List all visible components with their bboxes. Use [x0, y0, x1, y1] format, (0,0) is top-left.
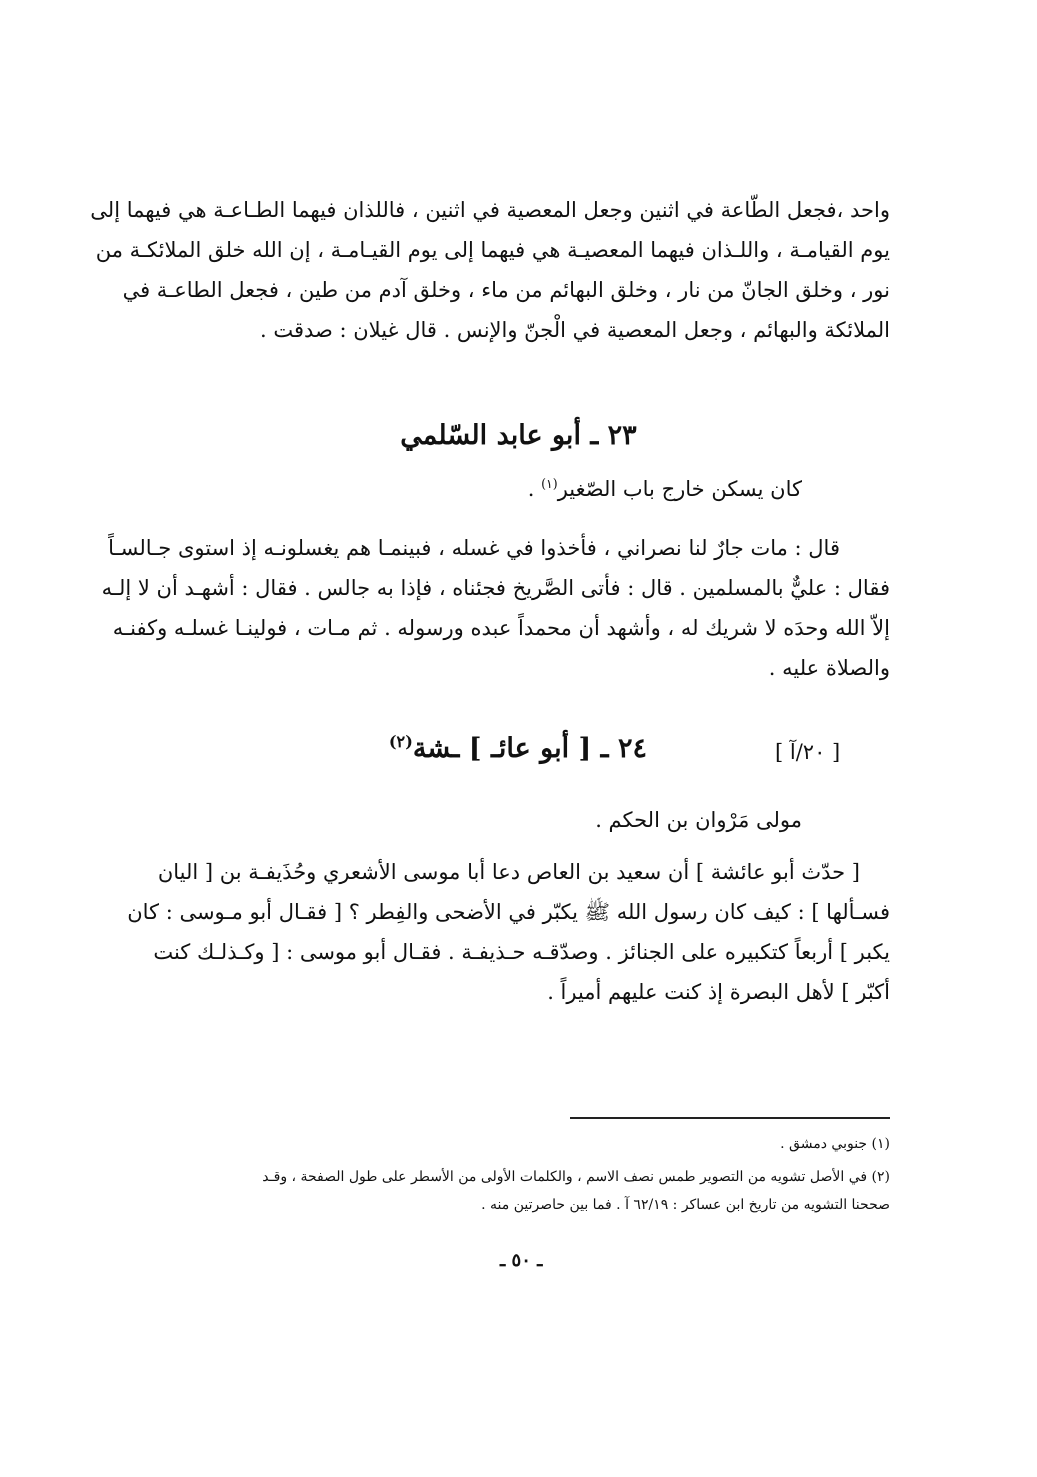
- text-line: يكبر ] أربعاً كتكبيره على الجنائز . وصدّقـه حـذيفـة . فقـال أبو موسى : [ وكـذلـك كنت: [153, 940, 890, 964]
- text-line: فقال : عليٌّ بالمسلمين . قال : فأتى الصَّريخ فجئناه ، فإذا به جالس . فقال : أشهـد أن لا إلـه: [101, 576, 890, 600]
- section-24-heading: [389, 732, 647, 764]
- text-line: إلاّ الله وحدَه لا شريك له ، وأشهد أن محمداً عبده ورسوله . ثم مـات ، فولينـا غسلـه وكفنـه: [112, 616, 890, 640]
- folio-reference: [ ٢٠/آ ]: [775, 740, 841, 764]
- section-24-intro: مولى مَرْوان بن الحكم .: [595, 808, 802, 832]
- section-24-paragraph: [127, 852, 890, 1012]
- footnote-ref-2: (٢): [388, 732, 413, 751]
- intro-text: كان يسكن خارج باب الصّغير: [557, 477, 802, 501]
- text-line: والصلاة عليه .: [768, 656, 890, 680]
- section-23-paragraph: [101, 528, 890, 688]
- section-23-intro: [528, 476, 802, 501]
- text-line: نور ، وخلق الجانّ من نار ، وخلق البهائم من ماء ، وخلق آدم من طين ، فجعل الطاعـة في: [122, 278, 890, 302]
- footnote-2-continued: صححنا التشويه من تاريخ ابن عساكر : ٦٢/١٩ آ . فما بين حاصرتين منه .: [481, 1197, 890, 1213]
- text-line: فسـألها ] : كيف كان رسول الله ﷺ يكبّر في الأضحى والفِطر ؟ [ فقـال أبو مـوسى : كان: [127, 900, 890, 924]
- footnote-ref-1: (١): [541, 476, 558, 491]
- footnote-1: (١) جنوبي دمشق .: [780, 1136, 890, 1152]
- text-line: قال : مات جارٌ لنا نصراني ، فأخذوا في غسله ، فبينمـا هم يغسلونـه إذ استوى جـالسـاً: [108, 536, 840, 560]
- text-line: أكبّر ] لأهل البصرة إذ كنت عليهم أميراً .: [547, 980, 890, 1004]
- intro-end: .: [527, 477, 542, 501]
- footnote-2: (٢) في الأصل تشويه من التصوير طمس نصف الاسم ، والكلمات الأولى من الأسطر على طول الصفحة ، وقـد: [262, 1169, 890, 1185]
- text-line: واحد ،فجعل الطّاعة في اثنين وجعل المعصية في اثنين ، فاللذان فيهما الطـاعـة هي فيهما إلى: [90, 198, 890, 222]
- page-number: ـ ٥٠ ـ: [500, 1250, 543, 1271]
- heading-text: ٢٤ ـ [ أبو عائـ ] ـشة: [412, 733, 647, 764]
- footnote-divider: [570, 1117, 890, 1119]
- text-line: الملائكة والبهائم ، وجعل المعصية في الْجنّ والإنس . قال غيلان : صدقت .: [259, 318, 890, 342]
- paragraph-continuation: [90, 190, 890, 350]
- text-line: يوم القيامـة ، واللـذان فيهما المعصيـة هي فيهما إلى يوم القيـامـة ، إن الله خلق الملائكـة من: [95, 238, 890, 262]
- section-23-heading: ٢٣ ـ أبو عابد السّلمي: [400, 420, 637, 451]
- text-line: [ حدّث أبو عائشة ] أن سعيد بن العاص دعا أبا موسى الأشعري وحُذَيفـة بن [ اليان: [157, 860, 860, 884]
